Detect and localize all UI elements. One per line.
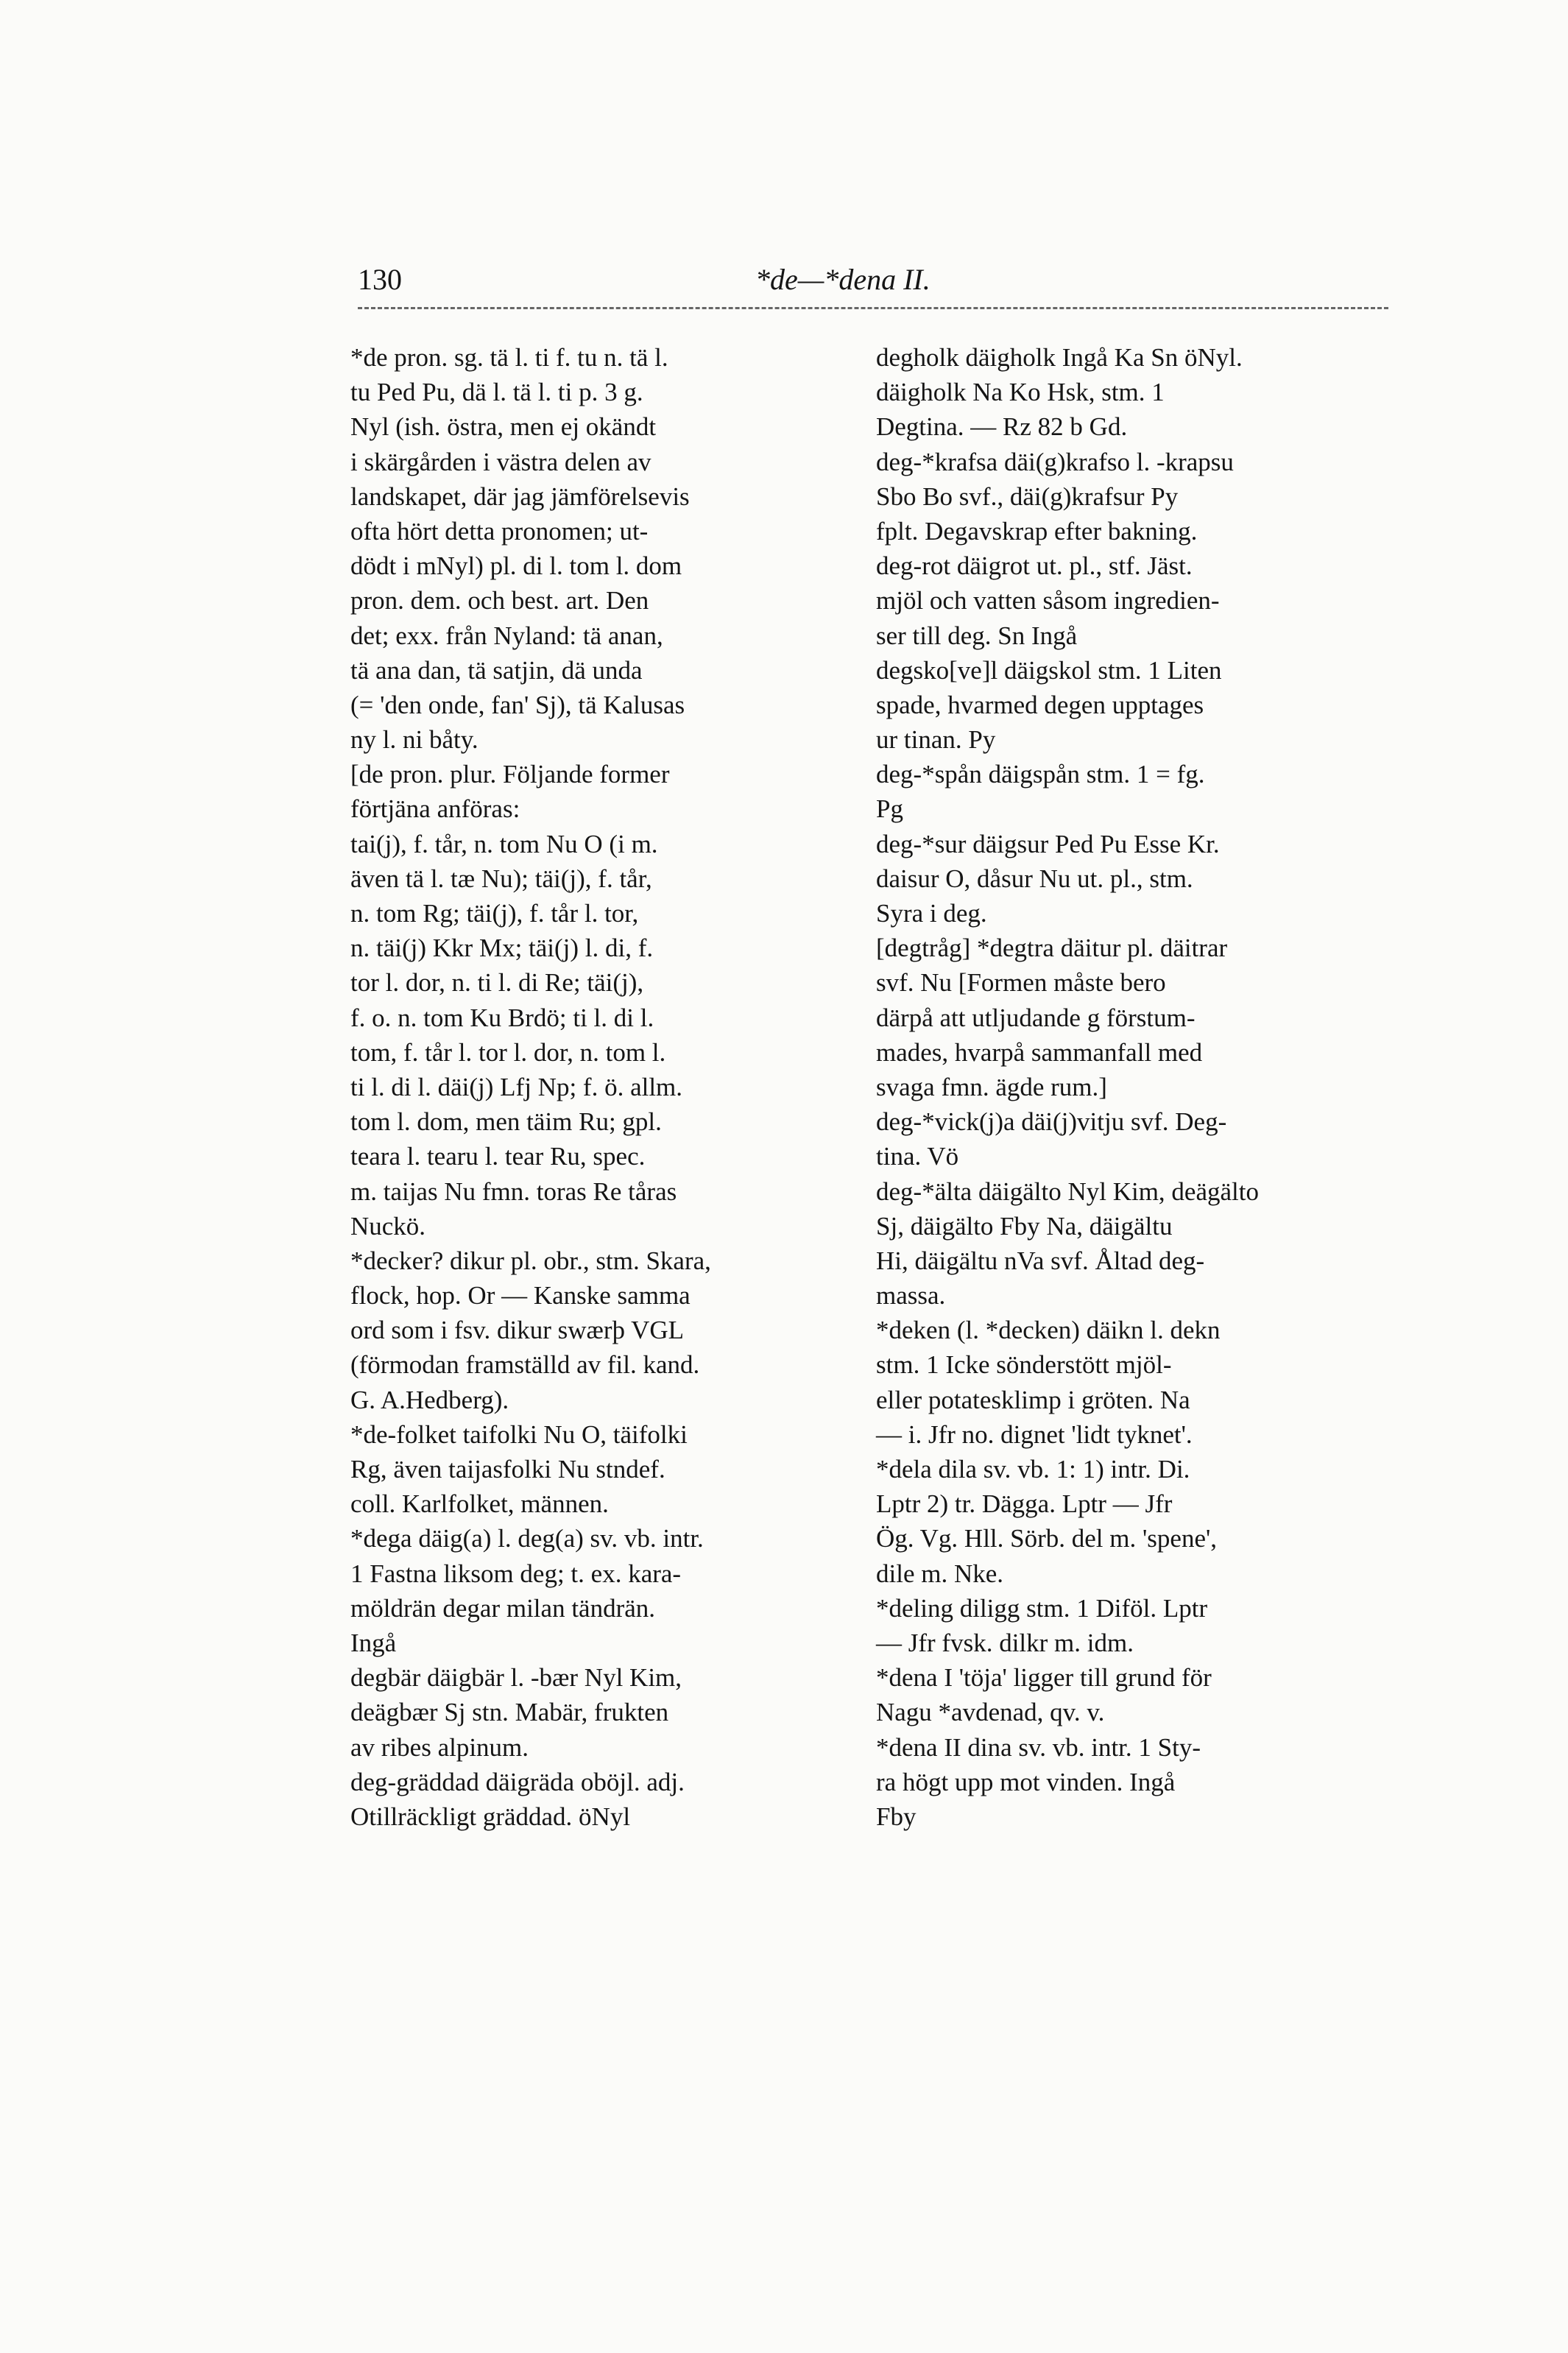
entry-line: ur tinan. Py — [876, 725, 996, 755]
entry-line: *deling diligg stm. 1 Diföl. Lptr — [876, 1593, 1208, 1623]
entry-line: (= 'den onde, fan' Sj), tä Kalusas — [350, 690, 685, 719]
running-head: *de—*dena II. — [755, 263, 930, 296]
entry-line: ser till deg. Sn Ingå — [876, 621, 1078, 650]
entry-line: n. täi(j) Kkr Mx; täi(j) l. di, f. — [350, 934, 654, 963]
entry-line: *dena II dina sv. vb. intr. 1 Sty- — [876, 1732, 1201, 1762]
entry-line: Rg, även taijasfolki Nu stndef. — [350, 1455, 665, 1484]
entry-line: mjöl och vatten såsom ingredien- — [876, 586, 1220, 615]
entry-line: teara l. tearu l. tear Ru, spec. — [350, 1142, 646, 1171]
entry-line: — Jfr fvsk. dilkr m. idm. — [876, 1628, 1134, 1657]
entry-line: tu Ped Pu, dä l. tä l. ti p. 3 g. — [350, 378, 643, 407]
entry-line: *decker? dikur pl. obr., stm. Skara, — [350, 1246, 711, 1275]
entry-line: *dela dila sv. vb. 1: 1) intr. Di. — [876, 1455, 1190, 1484]
entry-line: 1 Fastna liksom deg; t. ex. kara- — [350, 1559, 682, 1588]
entry-line: Fby — [876, 1802, 917, 1831]
entry-line: m. taijas Nu fmn. toras Re tåras — [350, 1176, 677, 1206]
entry-line: av ribes alpinum. — [350, 1732, 529, 1762]
entry-line: Hi, däigältu nVa svf. Åltad deg- — [876, 1246, 1205, 1275]
entry-line: massa. — [876, 1281, 946, 1310]
entry-line: dile m. Nke. — [876, 1559, 1004, 1588]
entry-line: ofta hört detta pronomen; ut- — [350, 516, 649, 546]
entry-line: stm. 1 Icke sönderstött mjöl- — [876, 1350, 1172, 1380]
entry-line: [degtråg] *degtra däitur pl. däitrar — [876, 934, 1228, 963]
entry-line: dödt i mNyl) pl. di l. tom l. dom — [350, 551, 682, 581]
entry-line: — i. Jfr no. dignet 'lidt tyknet'. — [876, 1419, 1193, 1449]
entry-line: flock, hop. Or — Kanske samma — [350, 1281, 691, 1310]
entry-line: landskapet, där jag jämförelsevis — [350, 481, 690, 511]
entry-line: Ög. Vg. Hll. Sörb. del m. 'spene', — [876, 1524, 1218, 1553]
entry-line: ny l. ni båty. — [350, 725, 478, 755]
entry-line: tor l. dor, n. ti l. di Re; täi(j), — [350, 968, 644, 998]
entry-line: eller potatesklimp i gröten. Na — [876, 1385, 1190, 1414]
entry-line: coll. Karlfolket, männen. — [350, 1489, 609, 1519]
entry-line: degholk däigholk Ingå Ka Sn öNyl. — [876, 343, 1243, 372]
header-rule — [358, 307, 1388, 309]
entry-line: degbär däigbär l. -bær Nyl Kim, — [350, 1663, 682, 1693]
entry-line: n. tom Rg; täi(j), f. tår l. tor, — [350, 899, 639, 928]
entry-line: däigholk Na Ko Hsk, stm. 1 — [876, 378, 1165, 407]
entry-line: deg-*vick(j)a däi(j)vitju svf. Deg- — [876, 1107, 1227, 1137]
page-number: 130 — [358, 263, 402, 296]
entry-line: Lptr 2) tr. Dägga. Lptr — Jfr — [876, 1489, 1173, 1519]
entry-line: [de pron. plur. Följande former — [350, 760, 670, 789]
entry-line: i skärgården i västra delen av — [350, 447, 651, 476]
entry-line: degsko[ve]l däigskol stm. 1 Liten — [876, 655, 1222, 685]
entry-line: f. o. n. tom Ku Brdö; ti l. di l. — [350, 1003, 654, 1032]
entry-line: möldrän degar milan tändrän. — [350, 1593, 656, 1623]
entry-line: ord som i fsv. dikur swærþ VGL — [350, 1316, 685, 1345]
entry-line: spade, hvarmed degen upptages — [876, 690, 1204, 719]
entry-line: ra högt upp mot vinden. Ingå — [876, 1767, 1176, 1796]
entry-line: Pg — [876, 794, 903, 824]
entry-line: deägbær Sj stn. Mabär, frukten — [350, 1698, 669, 1727]
entry-line: Otillräckligt gräddad. öNyl — [350, 1802, 631, 1831]
entry-line: *de pron. sg. tä l. ti f. tu n. tä l. — [350, 343, 668, 372]
entry-line: tai(j), f. tår, n. tom Nu O (i m. — [350, 829, 658, 858]
entry-line: svf. Nu [Formen måste bero — [876, 968, 1166, 998]
left-column — [350, 340, 836, 1834]
entry-line: ti l. di l. däi(j) Lfj Np; f. ö. allm. — [350, 1072, 683, 1101]
entry-line: Nyl (ish. östra, men ej okändt — [350, 412, 657, 442]
entry-line: Syra i deg. — [876, 899, 987, 928]
entry-line: *deken (l. *decken) däikn l. dekn — [876, 1316, 1221, 1345]
entry-line: tina. Vö — [876, 1142, 959, 1171]
entry-line: G. A.Hedberg). — [350, 1385, 509, 1414]
entry-line: även tä l. tæ Nu); täi(j), f. tår, — [350, 864, 652, 893]
entry-line: (förmodan framställd av fil. kand. — [350, 1350, 700, 1380]
entry-line: deg-*spån däigspån stm. 1 = fg. — [876, 760, 1205, 789]
entry-line: daisur O, dåsur Nu ut. pl., stm. — [876, 864, 1193, 893]
entry-line: fplt. Degavskrap efter bakning. — [876, 516, 1198, 546]
entry-line: deg-*sur däigsur Ped Pu Esse Kr. — [876, 829, 1220, 858]
entry-line: Nagu *avdenad, qv. v. — [876, 1698, 1105, 1727]
right-column — [876, 340, 1362, 1834]
entry-line: *de-folket taifolki Nu O, täifolki — [350, 1419, 688, 1449]
entry-line: mades, hvarpå sammanfall med — [876, 1037, 1203, 1067]
entry-line: Degtina. — Rz 82 b Gd. — [876, 412, 1128, 442]
entry-line: Nuckö. — [350, 1211, 426, 1241]
entry-line: förtjäna anföras: — [350, 794, 520, 824]
entry-line: *dega däig(a) l. deg(a) sv. vb. intr. — [350, 1524, 704, 1553]
entry-line: Sj, däigälto Fby Na, däigältu — [876, 1211, 1173, 1241]
entry-line: svaga fmn. ägde rum.] — [876, 1072, 1107, 1101]
entry-line: tom l. dom, men täim Ru; gpl. — [350, 1107, 662, 1137]
entry-line: Ingå — [350, 1628, 397, 1657]
entry-line: deg-rot däigrot ut. pl., stf. Jäst. — [876, 551, 1193, 581]
page-header — [358, 262, 1388, 306]
entry-line: tä ana dan, tä satjin, dä unda — [350, 655, 643, 685]
entry-line: deg-gräddad däigrädа oböjl. adj. — [350, 1767, 685, 1796]
entry-line: deg-*krafsa däi(g)krafso l. -krapsu — [876, 447, 1234, 476]
entry-line: tom, f. tår l. tor l. dor, n. tom l. — [350, 1037, 666, 1067]
entry-line: Sbo Bo svf., däi(g)krafsur Py — [876, 481, 1179, 511]
entry-line: det; exx. från Nyland: tä anan, — [350, 621, 663, 650]
entry-line: pron. dem. och best. art. Den — [350, 586, 649, 615]
entry-line: *dena I 'töja' ligger till grund för — [876, 1663, 1212, 1693]
entry-line: därpå att utljudande g förstum- — [876, 1003, 1196, 1032]
entry-line: deg-*älta däigälto Nyl Kim, deägälto — [876, 1176, 1259, 1206]
